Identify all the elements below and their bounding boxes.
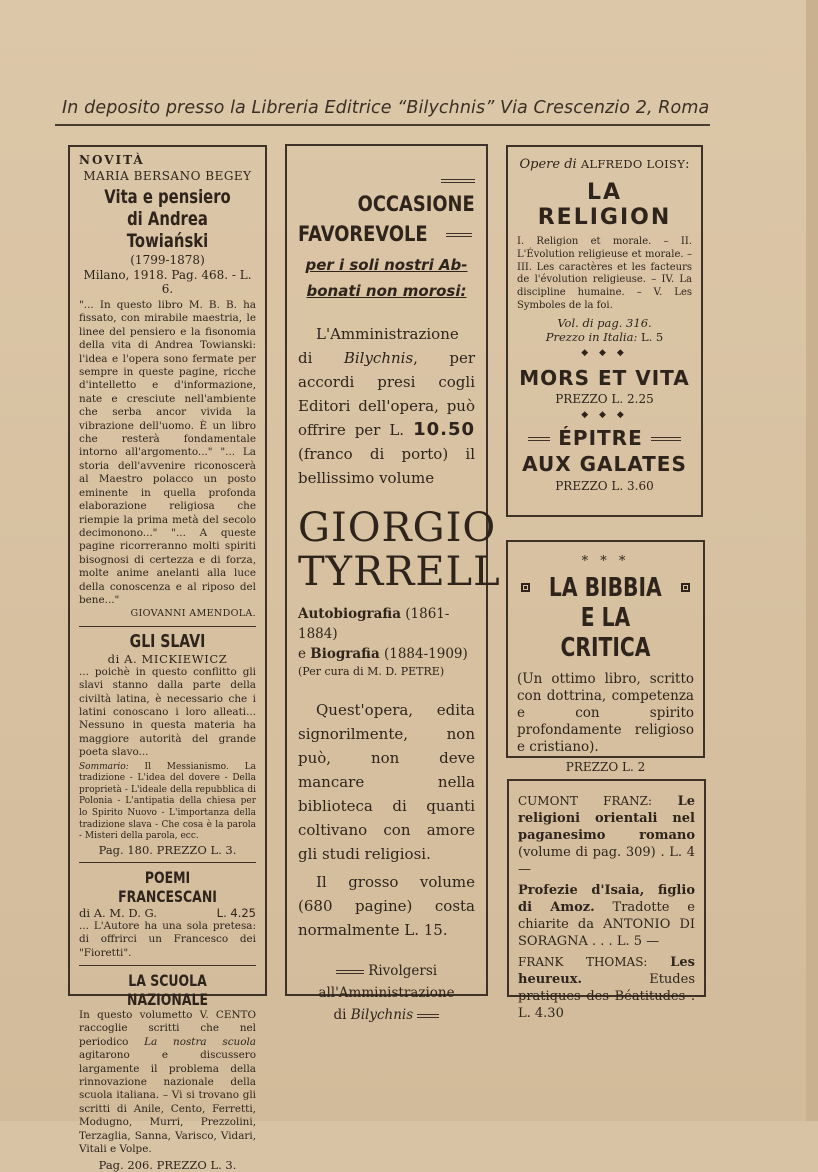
biografia-line <box>298 644 475 664</box>
scuola-text-b: agitarono e discussero largamente il problema della rinnovazione nazionale della scuola italiana. – Vi si trovano gli scritti di Anile, Cento, Ferretti, Modugno, Murri, Prezzolini, Terzaglia, Sanna, Varisco, Vidari, Vitali e Volpe. <box>79 1049 256 1156</box>
square-ornament <box>681 583 690 592</box>
contact-magazine-name: Bilychnis <box>350 1007 414 1023</box>
biografia-prefix: e <box>298 646 311 662</box>
loisy-intro-text: Opere di <box>519 157 581 172</box>
thomas-author: FRANK THOMAS: <box>518 955 648 969</box>
ornament-rule <box>417 1014 439 1018</box>
book-dates: (1799-1878) <box>130 253 205 267</box>
bibbia-title-2: E LA CRITICA <box>560 603 651 663</box>
slavi-text: ... poichè in questo conflitto gli slavi stanno dalla parte della civiltà latina, è necessario che i latini conoscano i loro alleati... Nessuno in questa materia ha maggiore autorità del grande poeta slavo... <box>79 665 256 759</box>
cumont-author: CUMONT FRANZ: <box>518 794 653 808</box>
scuola-text <box>79 1009 256 1156</box>
cumont-details: (volume di pag. 309) . L. 4 — <box>518 845 695 877</box>
religion-pages: Vol. di pag. 316. <box>557 315 652 330</box>
isaia-details: Tradotte e chiarite da ANTONIO DI SORAGNA . . . L. 5 — <box>518 900 695 949</box>
poemi-author-row <box>79 906 256 920</box>
slavi-author: di A. MICKIEWICZ <box>107 651 228 666</box>
contact-line-2: all'Amministrazione <box>318 985 455 1001</box>
mors-price: PREZZO L. 2.25 <box>555 391 654 406</box>
contact-line-3 <box>298 1004 475 1026</box>
autobiografia-label: Autobiografia <box>298 606 401 622</box>
epitre-title-2: AUX GALATES <box>522 451 687 476</box>
slavi-title: GLI SLAVI <box>129 630 206 652</box>
entry-isaia <box>518 882 695 950</box>
bibbia-price: PREZZO L. 2 <box>565 760 646 774</box>
offer-magazine-name: Bilychnis <box>343 349 414 367</box>
bibbia-title-text: LA BIBBIA <box>549 573 662 603</box>
book-title-line2: di Andrea Towiański <box>126 208 209 252</box>
divider <box>79 626 256 627</box>
scuola-periodical: La nostra scuola <box>144 1035 256 1048</box>
offer-body-a: L'Amministrazione di <box>298 325 459 367</box>
page-edge <box>806 0 818 1121</box>
cumont-title: Le religioni orientali nel paganesimo romano <box>518 794 695 843</box>
offer-body-c: (franco di porto) il bellissimo volume <box>298 445 475 487</box>
autobiografia-line <box>298 604 475 644</box>
thomas-details: Etudes pratiques des Béatitudes . L. 4.30 <box>518 972 695 1021</box>
curator-line: (Per cura di M. D. PETRE) <box>298 665 445 678</box>
ornament-diamonds: ◆ ◆ ◆ <box>581 347 628 358</box>
contact-text-1: Rivolgersi <box>368 963 438 979</box>
stars-ornament: * * * <box>581 554 630 569</box>
book-publication: Milano, 1918. Pag. 468. - L. 6. <box>83 268 252 296</box>
offer-body <box>298 322 475 490</box>
offer-heading-text-1: OCCASIONE <box>358 192 475 216</box>
offer-heading-2 <box>298 222 475 246</box>
ornament-rule <box>528 437 550 441</box>
divider <box>79 862 256 863</box>
autobiografia-dates: (1861-1884) <box>298 606 450 642</box>
poemi-author: di A. M. D. G. <box>79 905 157 920</box>
review-signature: GIOVANNI AMENDOLA. <box>130 608 256 620</box>
offer-heading-text-2: FAVOREVOLE <box>298 222 428 246</box>
mors-title: MORS ET VITA <box>519 365 690 390</box>
loisy-intro <box>517 157 692 172</box>
poemi-title: POEMI FRANCESCANI <box>118 867 217 906</box>
square-ornament <box>521 583 530 592</box>
offer-body-b: , per accordi presi cogli Editori dell'opera, può offrire per L. <box>298 349 476 439</box>
ad-column-left <box>68 145 267 1172</box>
loisy-author: ALFREDO LOISY <box>580 157 686 171</box>
offer-price: 10.50 <box>413 419 475 440</box>
page-header: In deposito presso la Libreria Editrice “Bilychnis” Via Crescenzio 2, Roma <box>62 98 710 118</box>
thomas-title: Les heureux. <box>518 955 695 987</box>
religion-price-row <box>517 330 692 344</box>
offer-normal-price: Il grosso volume (680 pagine) costa normalmente L. 15. <box>298 873 475 939</box>
biografia-dates: (1884-1909) <box>383 646 468 662</box>
entry-cumont <box>518 793 695 878</box>
biografia-label: Biografia <box>310 646 380 662</box>
book-name-line1: GIORGIO <box>298 505 497 551</box>
ornament-rule <box>336 970 364 974</box>
book-name-line2: TYRRELL <box>298 549 501 595</box>
scuola-price: Pag. 206. PREZZO L. 3. <box>98 1158 237 1172</box>
offer-subtitle-2: bonati non morosi: <box>306 282 467 300</box>
ad-column-right-top <box>506 145 703 517</box>
contact-text-3a: di <box>333 1007 351 1023</box>
epitre-title-1 <box>517 426 692 450</box>
summary-label: Sommario: <box>79 761 129 772</box>
contact-line-1 <box>298 960 475 982</box>
loisy-colon: : <box>685 157 690 172</box>
book-review: "... In questo libro M. B. B. ha fissato, con mirabile maestria, le linee del pensiero e la fisonomia della vita di Andrea Towianski: l'idea e l'opera sono fermate per sempre in queste pagine, ricche d'intelletto e d'informazione, nate e cresciute nell'ambiente che serba ancor vivida la vibrazione dell'uomo. È un libro che resterà fondamentale intorno all'argomento..." "... La storia dell'avvenire riconoscerà al Maestro polacco un posto eminente in quella profonda elaborazione religiosa che riempie la prima metà del secolo decimonono..." "... A queste pagine ricorreranno molti spiriti bisognosi di certezza e di forza, molte anime anelanti alla luce della conoscenza e al riposo del bene..." <box>79 299 256 606</box>
book-title-line1: Vita e pensiero <box>104 186 231 208</box>
offer-description: Quest'opera, edita signorilmente, non può, non deve mancare nella biblioteca di quanti coltivano con amore gli studi religiosi. <box>298 701 475 863</box>
ornament-rule <box>446 233 472 237</box>
ornament-diamonds: ◆ ◆ ◆ <box>581 409 628 420</box>
divider <box>79 965 256 966</box>
poemi-text: ... L'Autore ha una sola pretesa: di offrirci un Francesco dei "Fioretti". <box>79 919 256 959</box>
scuola-text-a: In questo volumetto V. CENTO raccoglie scritti che nel periodico <box>79 1008 256 1048</box>
ad-column-right-middle <box>506 540 705 774</box>
slavi-summary <box>79 762 256 843</box>
ad-column-right-bottom <box>507 779 706 1021</box>
entry-thomas <box>518 954 695 1022</box>
isaia-title: Profezie d'Isaia, figlio di Amoz. <box>518 883 695 915</box>
header-rule <box>55 124 710 126</box>
slavi-price: Pag. 180. PREZZO L. 3. <box>98 842 237 857</box>
ornament-rule <box>651 437 681 441</box>
scuola-title: LA SCUOLA NAZIONALE <box>127 970 208 1009</box>
poemi-price: L. 4.25 <box>216 905 256 920</box>
religion-contents: I. Religion et morale. – II. L'Évolution religieuse et morale. – III. Les caractères et les facteurs de l'évolution religieuse. – IV. La discipline humaine. – V. Les Symboles de la foi. <box>517 236 692 311</box>
ad-column-center <box>285 144 501 1023</box>
book-author: MARIA BERSANO BEGEY <box>83 169 252 183</box>
offer-subtitle-1: per i soli nostri Ab- <box>305 256 468 274</box>
novita-label: NOVITÀ <box>79 153 145 167</box>
ornament-rule <box>441 179 475 183</box>
bibbia-desc: (Un ottimo libro, scritto con dottrina, competenza e con spirito profondamente religioso e cristiano). <box>517 671 694 755</box>
religion-price-label: Prezzo in Italia: <box>545 329 638 344</box>
epitre-price: PREZZO L. 3.60 <box>555 478 654 493</box>
bibbia-title-1 <box>517 573 694 603</box>
epitre-title-text: ÉPITRE <box>558 425 643 450</box>
religion-price: L. 5 <box>640 329 664 344</box>
summary-text: Il Messianismo. La tradizione - L'idea del dovere - Della proprietà - L'ideale della repubblica di Polonia - L'antipatia della chiesa per lo Spirito Nuovo - L'importanza della tradizione slava - Che cosa è la parola - Misteri della parola, ecc. <box>79 761 256 842</box>
religion-title: LA RELIGION <box>537 180 672 230</box>
offer-heading-1 <box>298 168 475 216</box>
